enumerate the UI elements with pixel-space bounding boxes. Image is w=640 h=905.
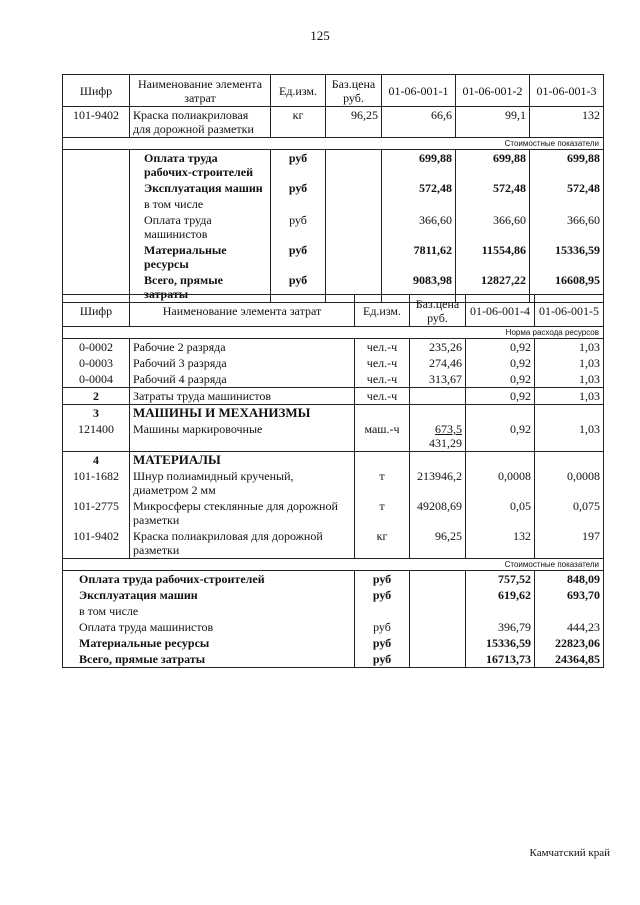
row-price	[410, 388, 466, 405]
row-value: 0,92	[466, 339, 535, 356]
row-value: 366,60	[456, 212, 530, 242]
row-price: 96,25	[326, 107, 382, 138]
row-code: 2	[63, 388, 130, 405]
row-value: 444,23	[535, 619, 604, 635]
price-primary: 673,5	[435, 422, 462, 436]
row-value: 0,0008	[535, 468, 604, 498]
row-value: 0,075	[535, 498, 604, 528]
row-unit: руб	[271, 212, 326, 242]
row-value: 132	[530, 107, 604, 138]
row-value: 396,79	[466, 619, 535, 635]
row-unit: чел.-ч	[355, 355, 410, 371]
row-unit: руб	[355, 587, 410, 603]
row-value	[530, 196, 604, 212]
row-value: 848,09	[535, 571, 604, 588]
row-code	[63, 180, 130, 196]
row-name: Оплата труда рабочих-строителей	[130, 150, 271, 181]
row-value: 366,60	[530, 212, 604, 242]
cost-row	[63, 180, 604, 196]
row-price: 274,46	[410, 355, 466, 371]
norm-label: Норма расхода ресурсов	[63, 327, 604, 339]
header-price: Баз.цена руб.	[410, 295, 466, 327]
section-row	[63, 559, 604, 571]
row-unit: чел.-ч	[355, 388, 410, 405]
row-name: Эксплуатация машин	[63, 587, 355, 603]
row-value: 699,88	[530, 150, 604, 181]
cost-row	[63, 242, 604, 272]
row-price	[410, 421, 466, 452]
row-unit: кг	[355, 528, 410, 559]
row-value: 24364,85	[535, 651, 604, 668]
header-price: Баз.цена руб.	[326, 75, 382, 107]
row-price: 313,67	[410, 371, 466, 388]
row-unit	[271, 196, 326, 212]
section-title: МАТЕРИАЛЫ	[130, 452, 355, 469]
row-unit: чел.-ч	[355, 339, 410, 356]
header-col-5: 01-06-001-5	[535, 295, 604, 327]
row-value: 1,03	[535, 339, 604, 356]
row-code: 0-0003	[63, 355, 130, 371]
row-name: Оплата труда рабочих-строителей	[63, 571, 355, 588]
table-row	[63, 107, 604, 138]
section-label: Стоимостные показатели	[63, 559, 604, 571]
footer-region: Камчатский край	[529, 847, 610, 859]
section-code: 3	[63, 405, 130, 422]
row-name: Затраты труда машинистов	[130, 388, 355, 405]
row-price	[326, 212, 382, 242]
row-name: в том числе	[63, 603, 355, 619]
cost-row	[63, 196, 604, 212]
resource-table-1	[62, 74, 604, 303]
row-value: 572,48	[382, 180, 456, 196]
row-code	[63, 242, 130, 272]
table-row	[63, 421, 604, 452]
cost-row	[63, 212, 604, 242]
row-price	[410, 587, 466, 603]
page-number: 125	[310, 28, 330, 43]
section-row	[63, 327, 604, 339]
row-price: 49208,69	[410, 498, 466, 528]
row-price: 235,26	[410, 339, 466, 356]
header-col-3: 01-06-001-3	[530, 75, 604, 107]
table-row	[63, 371, 604, 388]
section-row	[63, 405, 604, 422]
row-value: 12827,22	[456, 272, 530, 303]
row-value: 1,03	[535, 388, 604, 405]
row-price	[326, 196, 382, 212]
table-row	[63, 355, 604, 371]
cost-row	[63, 150, 604, 181]
row-value	[382, 196, 456, 212]
row-value: 132	[466, 528, 535, 559]
row-unit: маш.-ч	[355, 421, 410, 452]
row-name: Материальные ресурсы	[130, 242, 271, 272]
row-value: 1,03	[535, 355, 604, 371]
row-unit: т	[355, 468, 410, 498]
row-price	[410, 603, 466, 619]
row-price	[410, 635, 466, 651]
section-code: 4	[63, 452, 130, 469]
row-name: Рабочий 4 разряда	[130, 371, 355, 388]
table-row	[63, 468, 604, 498]
row-price	[410, 651, 466, 668]
row-name: в том числе	[130, 196, 271, 212]
header-unit: Ед.изм.	[355, 295, 410, 327]
cost-row	[63, 651, 604, 668]
row-name: Рабочие 2 разряда	[130, 339, 355, 356]
row-name: Рабочий 3 разряда	[130, 355, 355, 371]
row-price	[326, 150, 382, 181]
header-col-4: 01-06-001-4	[466, 295, 535, 327]
row-value: 699,88	[382, 150, 456, 181]
row-price	[410, 619, 466, 635]
table-row	[63, 528, 604, 559]
row-name: Оплата труда машинистов	[63, 619, 355, 635]
row-value: 0,92	[466, 371, 535, 388]
header-code: Шифр	[63, 295, 130, 327]
row-code	[63, 212, 130, 242]
row-value: 0,0008	[466, 468, 535, 498]
row-price	[326, 242, 382, 272]
row-value	[535, 603, 604, 619]
row-value: 15336,59	[530, 242, 604, 272]
cost-row	[63, 619, 604, 635]
row-value	[466, 603, 535, 619]
cost-row	[63, 603, 604, 619]
row-unit: руб	[355, 651, 410, 668]
row-value: 1,03	[535, 371, 604, 388]
row-unit: кг	[271, 107, 326, 138]
row-value: 693,70	[535, 587, 604, 603]
row-name: Эксплуатация машин	[130, 180, 271, 196]
table-row	[63, 339, 604, 356]
row-name: Шнур полиамидный крученый, диаметром 2 мм	[130, 468, 355, 498]
row-name: Оплата труда машинистов	[130, 212, 271, 242]
row-value	[456, 196, 530, 212]
row-value: 16713,73	[466, 651, 535, 668]
row-name: Всего, прямые затраты	[130, 272, 271, 303]
row-code: 101-9402	[63, 107, 130, 138]
row-code: 101-9402	[63, 528, 130, 559]
row-value: 7811,62	[382, 242, 456, 272]
row-code: 101-2775	[63, 498, 130, 528]
cost-row	[63, 587, 604, 603]
row-price	[410, 571, 466, 588]
row-code: 0-0004	[63, 371, 130, 388]
row-value: 22823,06	[535, 635, 604, 651]
row-price: 213946,2	[410, 468, 466, 498]
row-value: 619,62	[466, 587, 535, 603]
price-secondary: 431,29	[429, 436, 462, 450]
cost-row	[63, 571, 604, 588]
header-code: Шифр	[63, 75, 130, 107]
row-code: 0-0002	[63, 339, 130, 356]
row-code	[63, 150, 130, 181]
section-title: МАШИНЫ И МЕХАНИЗМЫ	[130, 405, 355, 422]
row-value: 572,48	[530, 180, 604, 196]
row-value: 16608,95	[530, 272, 604, 303]
row-unit	[355, 603, 410, 619]
row-name: Всего, прямые затраты	[63, 651, 355, 668]
row-price: 96,25	[410, 528, 466, 559]
section-row	[63, 138, 604, 150]
row-price	[326, 180, 382, 196]
row-unit: руб	[355, 619, 410, 635]
row-value: 15336,59	[466, 635, 535, 651]
row-name: Краска полиакриловая для дорожной разметки	[130, 107, 271, 138]
row-unit: чел.-ч	[355, 371, 410, 388]
header-col-1: 01-06-001-1	[382, 75, 456, 107]
row-value: 572,48	[456, 180, 530, 196]
row-value: 757,52	[466, 571, 535, 588]
table-row	[63, 498, 604, 528]
table-row	[63, 388, 604, 405]
row-value: 1,03	[535, 421, 604, 452]
cost-row	[63, 635, 604, 651]
header-col-2: 01-06-001-2	[456, 75, 530, 107]
row-code	[63, 196, 130, 212]
row-value: 11554,86	[456, 242, 530, 272]
row-value: 0,92	[466, 421, 535, 452]
row-name: Машины маркировочные	[130, 421, 355, 452]
section-row	[63, 452, 604, 469]
header-unit: Ед.изм.	[271, 75, 326, 107]
row-unit: руб	[355, 571, 410, 588]
header-name: Наименование элемента затрат	[130, 295, 355, 327]
row-name: Микросферы стеклянные для дорожной разметки	[130, 498, 355, 528]
row-name: Материальные ресурсы	[63, 635, 355, 651]
row-unit: руб	[271, 242, 326, 272]
row-value: 0,92	[466, 355, 535, 371]
row-value: 366,60	[382, 212, 456, 242]
row-value: 66,6	[382, 107, 456, 138]
row-value: 699,88	[456, 150, 530, 181]
row-unit: т	[355, 498, 410, 528]
table-header-row	[63, 75, 604, 107]
row-unit: руб	[271, 272, 326, 303]
header-name: Наименование элемента затрат	[130, 75, 271, 107]
table-header-row	[63, 295, 604, 327]
row-code: 101-1682	[63, 468, 130, 498]
row-value: 0,92	[466, 388, 535, 405]
row-value: 0,05	[466, 498, 535, 528]
row-value: 9083,98	[382, 272, 456, 303]
row-value: 99,1	[456, 107, 530, 138]
row-unit: руб	[271, 150, 326, 181]
row-unit: руб	[355, 635, 410, 651]
section-label: Стоимостные показатели	[63, 138, 604, 150]
row-code: 121400	[63, 421, 130, 452]
resource-table-2	[62, 294, 604, 668]
row-unit: руб	[271, 180, 326, 196]
row-value: 197	[535, 528, 604, 559]
row-name: Краска полиакриловая для дорожной разметки	[130, 528, 355, 559]
